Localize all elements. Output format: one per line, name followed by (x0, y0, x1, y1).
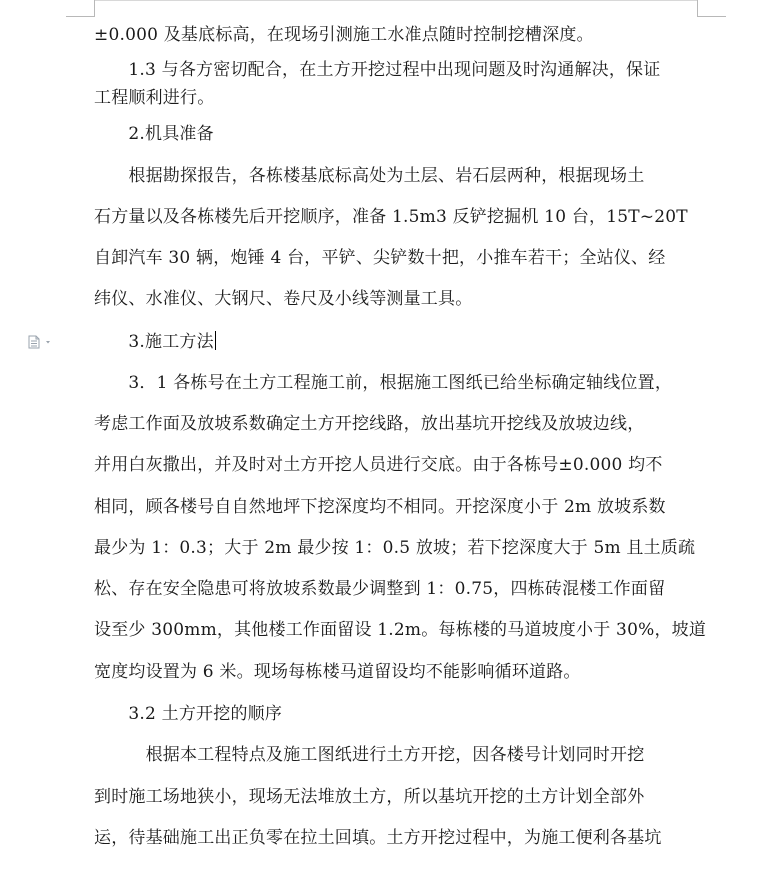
text-line: 石方量以及各栋楼先后开挖顺序，准备 1.5m3 反铲挖掘机 10 台，15T~20T (94, 207, 688, 227)
text-line: 3．1 各栋号在土方工程施工前，根据施工图纸已给坐标确定轴线位置， (94, 373, 673, 393)
text-line: 设至少 300mm，其他楼工作面留设 1.2m。每栋楼的马道坡度小于 30%，坡道 (94, 620, 707, 640)
section-heading: 3.2 土方开挖的顺序 (94, 704, 283, 724)
text-line: 宽度均设置为 6 米。现场每栋楼马道留设均不能影响循环道路。 (94, 662, 581, 682)
text-line: 相同，顾各楼号自自然地坪下挖深度均不相同。开挖深度小于 2m 放坡系数 (94, 497, 666, 517)
text-line: 1.3 与各方密切配合，在土方开挖过程中出现问题及时沟通解决，保证 (94, 60, 661, 80)
text-line: 运，待基础施工出正负零在拉土回填。土方开挖过程中，为施工便利各基坑 (94, 828, 662, 848)
text-line: 自卸汽车 30 辆，炮锤 4 台，平铲、尖铲数十把，小推车若干；全站仪、经 (94, 248, 666, 268)
text-line: 并用白灰撒出，并及时对土方开挖人员进行交底。由于各栋号±0.000 均不 (94, 455, 663, 475)
text-line: 根据本工程特点及施工图纸进行土方开挖，因各楼号计划同时开挖 (94, 745, 645, 765)
page-corner-mark-left (66, 0, 95, 17)
text-line: 到时施工场地狭小，现场无法堆放土方，所以基坑开挖的土方计划全部外 (94, 787, 645, 807)
text-line: 工程顺利进行。 (94, 88, 215, 108)
section-heading (94, 331, 216, 352)
section-heading: 2.机具准备 (94, 124, 214, 144)
text-line: 最少为 1：0.3；大于 2m 最少按 1：0.5 放坡；若下挖深度大于 5m 且土质疏 (94, 538, 696, 558)
document-options-icon[interactable] (28, 334, 54, 348)
text-line: 考虑工作面及放坡系数确定土方开挖线路，放出基坑开挖线及放坡边线， (94, 414, 645, 434)
text-line: ±0.000 及基底标高，在现场引测施工水准点随时控制挖槽深度。 (94, 25, 594, 45)
page-corner-mark-right (697, 0, 726, 17)
text-line: 根据勘探报告，各栋楼基底标高处为土层、岩石层两种，根据现场土 (94, 166, 645, 186)
section-heading-text: 3.施工方法 (94, 332, 214, 352)
document-options-icon-graphic (28, 335, 54, 349)
text-line: 松、存在安全隐患可将放坡系数最少调整到 1：0.75，四栋砖混楼工作面留 (94, 579, 666, 599)
text-cursor (215, 331, 216, 350)
text-line: 纬仪、水准仪、大钢尺、卷尺及小线等测量工具。 (94, 289, 473, 309)
page-top-border (94, 0, 697, 1)
